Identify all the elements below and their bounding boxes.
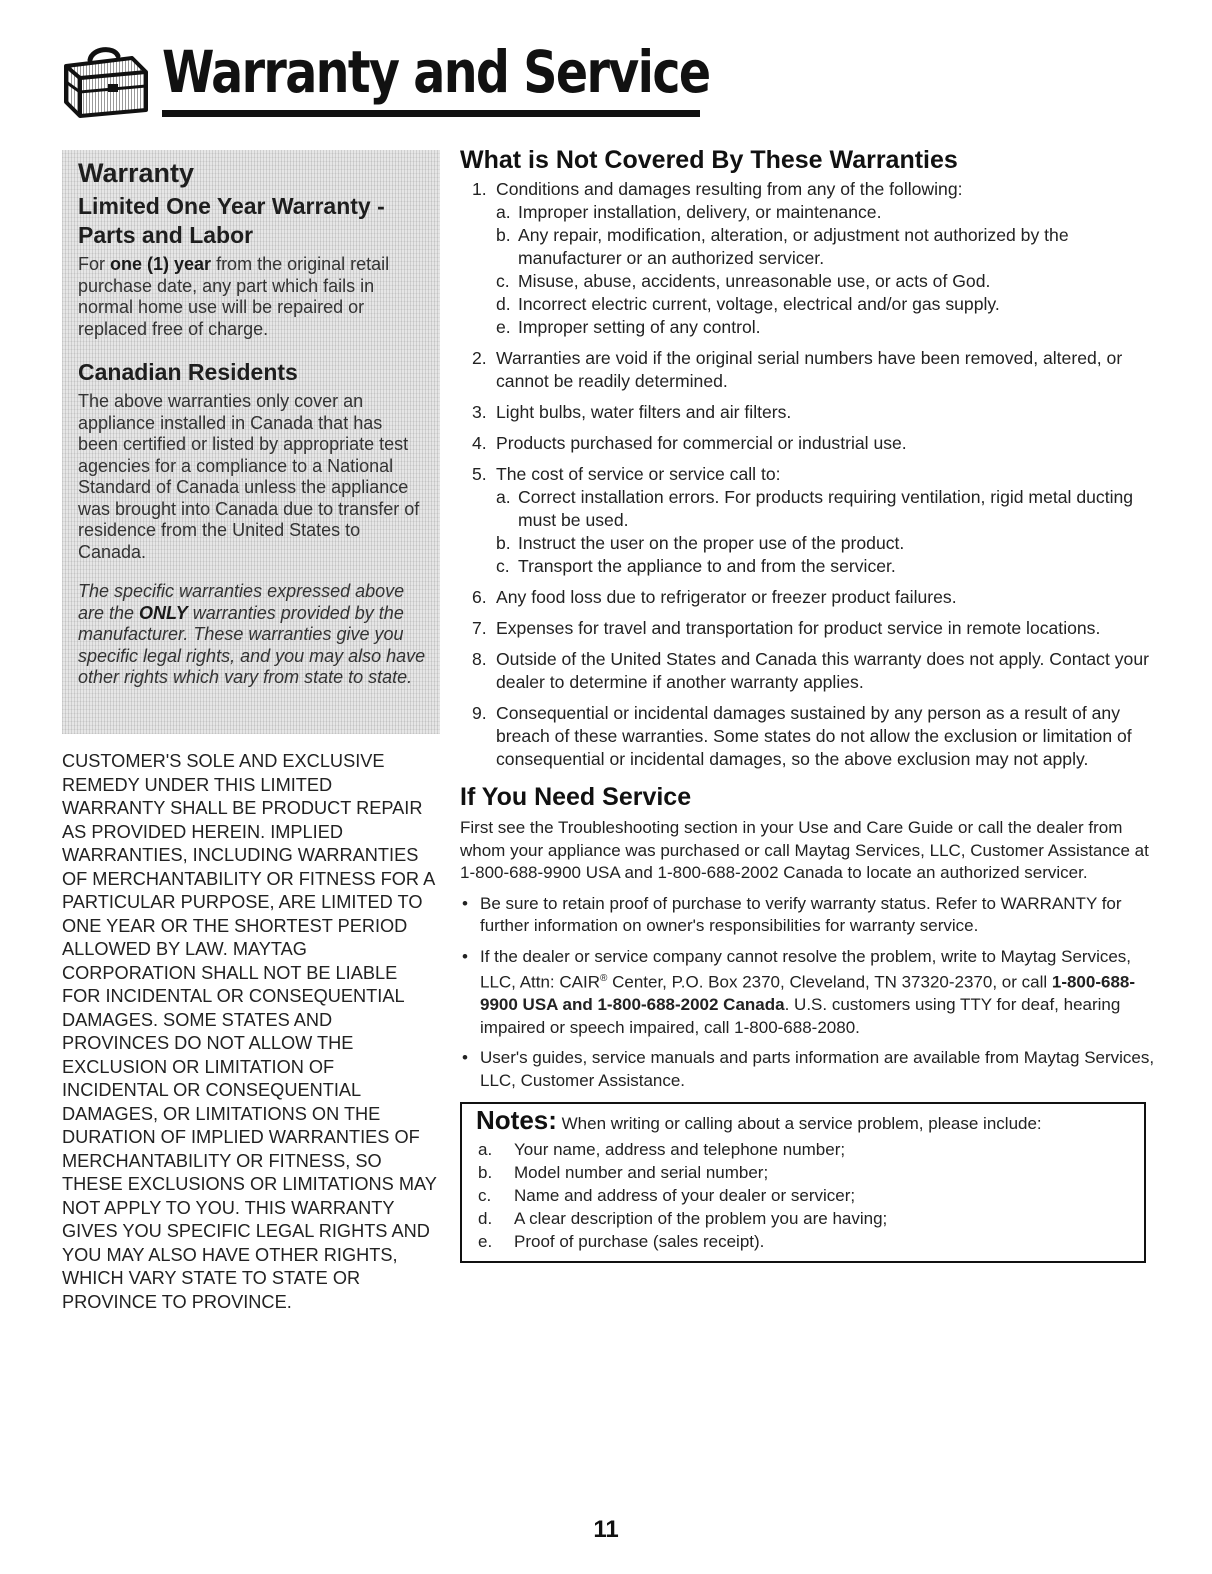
notes-list xyxy=(476,1138,1130,1253)
sub-list-item: a. Improper installation, delivery, or maintenance. xyxy=(496,202,882,222)
if-you-need-service-heading: If You Need Service xyxy=(460,783,692,811)
not-covered-list xyxy=(460,178,1160,771)
list-item: 8. Outside of the United States and Canada this warranty does not apply. Contact your dealer to determine if another warranty applies. xyxy=(472,649,1149,692)
toolbox-icon xyxy=(62,44,150,118)
list-item: 1. Conditions and damages resulting from any of the following: a. Improper installation, delivery, or maintenance. b. Any repair, modification, alteration, or adjustment not authorized by the manufacturer or an authorized servicer. c. Misuse, abuse, accidents, unreasonable use, or acts of God. d. Incorrect electric current, voltage, electrical and/or gas supply. e. Improper setting of any control. xyxy=(460,178,1160,339)
not-covered-heading: What is Not Covered By These Warranties xyxy=(460,146,958,174)
list-item: 5. The cost of service or service call to: a. Correct installation errors. For products requiring ventilation, rigid metal ducting must be used. b. Instruct the user on the proper use of the product. c. Transport the appliance to and from the servicer. xyxy=(460,463,1160,578)
sub-list-item: d. Incorrect electric current, voltage, electrical and/or gas supply. xyxy=(496,294,1000,314)
sub-list-item: b. Any repair, modification, alteration, or adjustment not authorized by the manufacturer or an authorized servicer. xyxy=(496,225,1069,268)
service-bullets xyxy=(460,893,1160,1093)
list-item: 9. Consequential or incidental damages sustained by any person as a result of any breach of these warranties. Some states do not allow the exclusion or limitation of consequential or incidental damages, so the above exclusion may not apply. xyxy=(472,703,1132,769)
page-number: 11 xyxy=(593,1516,619,1543)
right-column xyxy=(460,144,1160,1263)
service-intro-text: First see the Troubleshooting section in your Use and Care Guide or call the dealer from whom your appliance was purchased or call Maytag Services, LLC, Customer Assistance at 1-800-688-9900 USA and 1-800-688-2002 Canada to locate an authorized servicer. xyxy=(460,818,1149,882)
notes-box xyxy=(460,1102,1146,1263)
warranty-heading: Warranty xyxy=(78,158,195,188)
limited-warranty-text: For one (1) year from the original retail purchase date, any part which fails in normal home use will be repaired or replaced free of charge. xyxy=(78,254,390,339)
list-item: a. Your name, address and telephone number; xyxy=(478,1140,846,1160)
title-underline xyxy=(162,110,700,117)
canadian-residents-heading: Canadian Residents xyxy=(78,359,298,385)
list-item: • Be sure to retain proof of purchase to verify warranty status. Refer to WARRANTY for further information on owner's responsibilities for warranty service. xyxy=(462,893,1122,935)
limited-warranty-heading: Limited One Year Warranty - Parts and Labor xyxy=(78,193,385,248)
list-item: • User's guides, service manuals and parts information are available from Maytag Services, LLC, Customer Assistance. xyxy=(462,1048,1155,1090)
list-item: 4. Products purchased for commercial or industrial use. xyxy=(472,433,907,453)
sub-list-item: a. Correct installation errors. For products requiring ventilation, rigid metal ducting must be used. xyxy=(496,487,1134,530)
page-header xyxy=(62,38,710,122)
notes-heading: Notes: When writing or calling about a service problem, please include: xyxy=(476,1105,1042,1136)
specific-warranties-text: The specific warranties expressed above are the ONLY warranties provided by the manufacturer. These warranties give you specific legal rights, and you may also have other rights which vary from state to state. xyxy=(78,581,426,687)
list-item: e. Proof of purchase (sales receipt). xyxy=(478,1232,765,1252)
list-item: 2. Warranties are void if the original serial numbers have been removed, altered, or cannot be readily determined. xyxy=(472,348,1123,391)
page-title: Warranty and Service xyxy=(162,38,710,106)
list-item: • If the dealer or service company cannot resolve the problem, write to Maytag Services, LLC, Attn: CAIR® Center, P.O. Box 2370, Cleveland, TN 37320-2370, or call 1-800-688-9900 USA and 1-800-688-2002 Canada. U.S. customers using TTY for deaf, hearing impaired or speech impaired, call 1-800-688-2080. xyxy=(462,946,1136,1037)
sub-list-item: e. Improper setting of any control. xyxy=(496,317,761,337)
list-item: 3. Light bulbs, water filters and air filters. xyxy=(472,402,792,422)
sub-list-item: c. Transport the appliance to and from the servicer. xyxy=(496,556,896,576)
warranty-box xyxy=(62,150,440,734)
list-item: b. Model number and serial number; xyxy=(478,1163,769,1183)
canadian-residents-text: The above warranties only cover an appliance installed in Canada that has been certified or listed by appropriate test agencies for a compliance to a National Standard of Canada unless the appliance was brought into Canada due to transfer of residence from the United States to Canada. xyxy=(78,391,420,562)
warranty-disclaimer: CUSTOMER'S SOLE AND EXCLUSIVE REMEDY UNDER THIS LIMITED WARRANTY SHALL BE PRODUCT REPAIR AS PROVIDED HEREIN. IMPLIED WARRANTIES, INCLUDING WARRANTIES OF MERCHANTABILITY OR FITNESS FOR A PARTICULAR PURPOSE, ARE LIMITED TO ONE YEAR OR THE SHORTEST PERIOD ALLOWED BY LAW. MAYTAG CORPORATION SHALL NOT BE LIABLE FOR INCIDENTAL OR CONSEQUENTIAL DAMAGES. SOME STATES AND PROVINCES DO NOT ALLOW THE EXCLUSION OR LIMITATION OF INCIDENTAL OR CONSEQUENTIAL DAMAGES, OR LIMITATIONS ON THE DURATION OF IMPLIED WARRANTIES OF MERCHANTABILITY OR FITNESS, SO THESE EXCLUSIONS OR LIMITATIONS MAY NOT APPLY TO YOU. THIS WARRANTY GIVES YOU SPECIFIC LEGAL RIGHTS AND YOU MAY ALSO HAVE OTHER RIGHTS, WHICH VARY STATE TO STATE OR PROVINCE TO PROVINCE. xyxy=(62,751,437,1312)
sub-list-item: b. Instruct the user on the proper use of the product. xyxy=(496,533,905,553)
list-item: d. A clear description of the problem you are having; xyxy=(478,1209,888,1229)
list-item: 6. Any food loss due to refrigerator or freezer product failures. xyxy=(472,587,957,607)
list-item: 7. Expenses for travel and transportation for product service in remote locations. xyxy=(472,618,1101,638)
sub-list-item: c. Misuse, abuse, accidents, unreasonable use, or acts of God. xyxy=(496,271,991,291)
list-item: c. Name and address of your dealer or servicer; xyxy=(478,1186,856,1206)
